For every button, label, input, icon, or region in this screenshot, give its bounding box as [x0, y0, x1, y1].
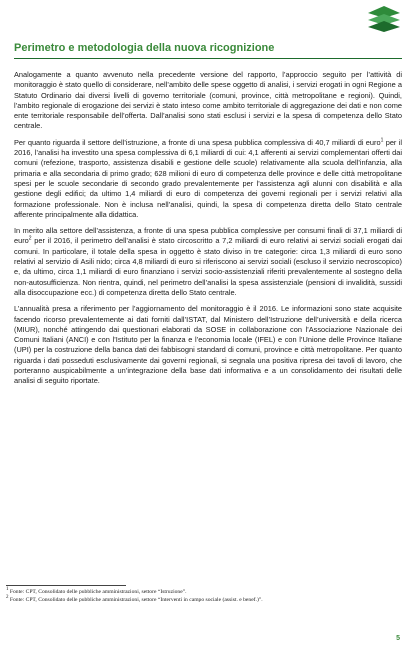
footnotes — [6, 588, 402, 604]
paragraph-text: Per quanto riguarda il settore dell’istruzione, a fronte di una spesa pubblica complessiva di 40,7 miliardi di euro — [14, 137, 381, 147]
page-number: 5 — [396, 635, 400, 642]
footnote-1 — [6, 588, 402, 596]
footnote-text: Fonte: CPT, Consolidato delle pubbliche amministrazioni, settore “Istruzione”. — [8, 589, 187, 595]
paragraph-text: per il 2016, l’analisi ha investito una spesa complessiva di 6,1 miliardi di cui: 4,1 afferenti ai servizi complementari offerti dai comuni (refezione, trasporto, assistenza disabili e gestione delle scuole) relativamente alla scuola dell’infanzia, alla primaria e alla secondaria di primo grado; 628 milioni di euro di competenza delle province e delle città metropolitane spesi per le scuole secondarie di secondo grado prevalentemente per l’assistenza agli alunni con disabilità e alla gestione degli edifici; da ultimo 1,4 miliardi di euro di competenza dei governi regionali per i servizi relativi alla formazione professionale. Non è inclusa nell’analisi, quindi, la spesa di competenza diretta dello Stato centrale afferente principalmente alla didattica. — [14, 137, 402, 219]
section-title: Perimetro e metodologia della nuova ricognizione — [14, 42, 402, 59]
logo-icon — [362, 4, 406, 34]
footnote-2 — [6, 596, 402, 604]
body-text — [14, 70, 402, 393]
paragraph-monitoring-approach: Analogamente a quanto avvenuto nella precedente versione del rapporto, l’approccio seguito per l’attività di monitoraggio è stato quello di considerare, nell’ambito delle spese oggetto di analisi, i servizi erogati in ogni Regione a Statuto Ordinario dai diversi livelli di governo territoriale (comuni, province, città metropolitane e regioni). Quindi, l’ambito regionale di erogazione dei servizi è stato inteso come ambito territoriale di aggregazione dei dati e non come ente territoriale responsabile dell’offerta. Dall’analisi sono stati esclusi i servizi e la spesa di competenza dello Stato centrale. — [14, 70, 402, 131]
paragraph-education-sector — [14, 138, 402, 220]
footnote-mark: 2 — [6, 595, 9, 601]
paragraph-text: per il 2016, il perimetro dell’analisi è stato circoscritto a 7,2 miliardi di euro relativi ai servizi sociali erogati dai comuni. In particolare, il totale della spesa in oggetto è stato diviso in tre categorie: circa 1,3 miliardi di euro sono relativi al servizio di Asili nido; circa 4,8 miliardi di euro si riferiscono ai servizi sociali (escluso il servizio necroscopico) e, da ultimo, circa 1,1 miliardi di euro finanziano i servizi socio-assistenziali riferiti prevalentemente al sostegno della non-autosufficienza. Non rientra, quindi, nel perimetro dell’analisi la spesa assistenziale (pensioni di invalidità, sussidi alla disoccupazione ecc.) di competenza diretta dello Stato centrale. — [14, 236, 402, 297]
paragraph-assistance-sector — [14, 226, 402, 298]
paragraph-text: In merito alla settore dell’assistenza, a fronte di una spesa pubblica complessive per consumi finali di 37,1 miliardi di euro — [14, 226, 402, 246]
footnote-text: Fonte: CPT, Consolidato delle pubbliche amministrazioni, settore “Interventi in campo sociale (assist. e benef.)”. — [8, 597, 263, 603]
footnote-ref: 1 — [380, 137, 384, 144]
footnote-ref: 2 — [28, 235, 32, 242]
footnote-divider — [6, 585, 126, 586]
footnote-mark: 1 — [6, 587, 9, 593]
paragraph-reference-year: L’annualità presa a riferimento per l’aggiornamento del monitoraggio è il 2016. Le informazioni sono state acquisite facendo ricorso prevalentemente ai dati forniti dall’ISTAT, dal Ministero dell’Istruzione dell’università e della ricerca (MIUR), nonché attingendo dai questionari elaborati da SOSE in collaborazione con l’Associazione Nazionale dei Comuni Italiani (ANCI) e con l’Istituto per la finanza e l’economia locale (IFEL) e con l’Unione delle Province Italiane (UPI) per la costruzione della banca dati dei fabbisogni standard di comuni, province e città metropolitane. Per quanto riguarda i dati posseduti esclusivamente dai governi regionali, si segnala una positiva ripresa dei tavoli di lavoro, che porteranno auspicabilmente a un’integrazione della base dati informativa e a un consolidamento dei risultati delle analisi di seguito riportate. — [14, 304, 402, 386]
